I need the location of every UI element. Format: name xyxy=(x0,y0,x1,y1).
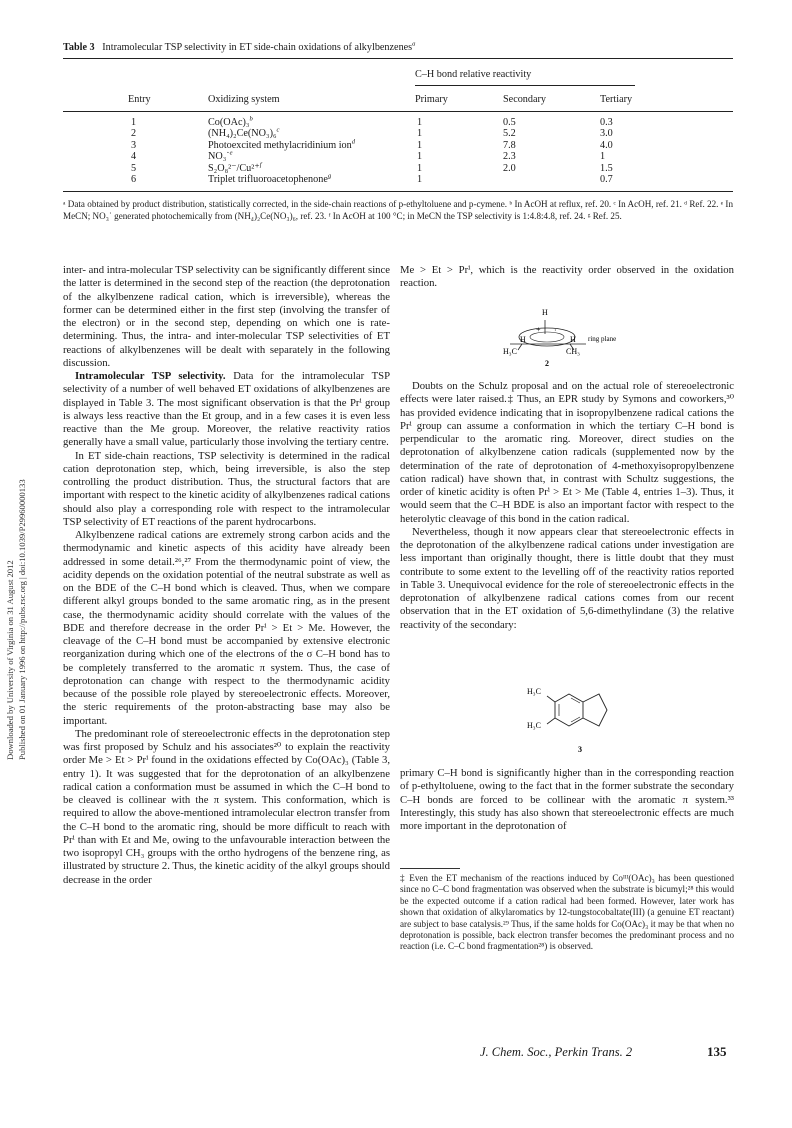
struct2-h-top: H xyxy=(542,308,548,317)
table-title: Intramolecular TSP selectivity in ET side-chain oxidations of alkylbenzenes xyxy=(102,42,413,53)
left-column xyxy=(63,264,390,887)
table-cell-entry: 4 xyxy=(131,151,137,163)
sidebar-published-line: Published on 01 January 1996 on http://pubs.rsc.org | doi:10.1039/P29960000133 xyxy=(17,479,27,760)
right-column-middle xyxy=(400,380,734,632)
struct2-number: 2 xyxy=(545,359,549,368)
table-bottom-rule xyxy=(63,191,733,192)
table-cell-primary: 1 xyxy=(417,128,423,140)
table-cell-tertiary: 0.7 xyxy=(600,174,613,185)
table-cell-secondary: 0.5 xyxy=(503,117,516,128)
table-cell-primary: 1 xyxy=(417,151,423,163)
download-sidebar xyxy=(2,240,26,760)
table-cell-tertiary: 0.3 xyxy=(600,117,613,128)
structure-2-diagram xyxy=(500,306,640,370)
header-secondary: Secondary xyxy=(503,94,546,105)
header-entry: Entry xyxy=(128,94,151,105)
left-para-2-text: Data for the intramolecular TSP selectivity of a number of well behaved ET oxidations of alkylbenzenes are displayed in Table 3. The most significant observation is that the Prⁱ group is always less reactive than the Et group, and in a few cases it is even less reactive than the Me group. Moreover, the relative reactivity ratios generally have a small value, particularly those involving the tertiary centre. xyxy=(63,370,391,449)
group-header-rule xyxy=(415,85,635,86)
table-cell-mark: f xyxy=(259,161,262,169)
table-cell-entry: 5 xyxy=(131,162,137,174)
table-cell-system: Triplet trifluoroacetophenone$^g$ xyxy=(208,172,332,185)
footnote-rule xyxy=(400,868,460,869)
struct3-number: 3 xyxy=(578,745,582,754)
table-footnote: ᵃ Data obtained by product distribution, statistically corrected, in the side-chain reactions of p-ethyltoluene and p-cymene. ᵇ In AcOH at reflux, ref. 20. ᶜ In AcOH, ref. 21. ᵈ Ref. 22. ᵉ In MeCN; NO₃˙ generated photochemically from (NH₄)₂Ce(NO₃)₆, ref. 23. ᶠ In AcOH at 100 °C; in MeCN the TSP selectivity is 1:4.8:4.8, ref. 24. ᵍ Ref. 25. xyxy=(63,199,733,221)
left-para-2 xyxy=(63,370,390,450)
table-cell-system: S₂O₈²⁻/Cu²⁺$^f$ xyxy=(208,161,262,174)
table-cell-mark: c xyxy=(276,127,280,134)
table-cell-mark: e xyxy=(229,149,233,157)
table-cell-primary: 1 xyxy=(417,162,423,174)
header-tertiary: Tertiary xyxy=(600,94,633,105)
table-cell-mark: b xyxy=(249,115,253,123)
header-oxidizing-system: Oxidizing system xyxy=(208,94,280,105)
table-caption xyxy=(63,41,733,54)
struct2-ring-plane-label: ring plane xyxy=(588,335,617,343)
page-number: 135 xyxy=(707,1044,727,1059)
right-para-3: Nevertheless, though it now appears clear that stereoelectronic effects in the deprotonation of the alkylbenzene radical cations under investigation are less important than originally thought, there is little doubt that they must contribute to some extent to the levelling off of the reactivity ratios reported in Table 3. Unequivocal evidence for the role of stereoelectronic effects in the deprotonation of alkylbenzene radical cations comes from our recent observation that in the ET oxidation of 5,6-dimethylindane (3) the relative reactivity of the secondary: xyxy=(400,525,734,631)
journal-name: J. Chem. Soc., Perkin Trans. 2 xyxy=(480,1045,633,1059)
left-para-5: The predominant role of stereoelectronic effects in the deprotonation step was first proposed by Schulz and his associates²⁰ to explain the reactivity order Me > Et > Prⁱ found in the oxidations effected by Co(OAc)₃ (Table 3, entry 1). It was suggested that for the deprotonation of an alkylbenzene radical cation a conformation must be assumed in which the C–H bond to be cleaved is collinear with the π system. This conformation, which is required to allow the above-mentioned intramolecular electron transfer from the C–H bond to the aromatic ring, should be more difficult to reach with Prⁱ than with Et and Me, owing to the unfavourable interaction between the two isopropyl CH₃ groups with the ortho hydrogens of the benzene ring, as illustrated by structure 2. Thus, the kinetic acidity of the alkyl groups should decrease in the order xyxy=(63,727,390,886)
table-cell-primary: 1 xyxy=(417,117,423,128)
left-para-3: In ET side-chain reactions, TSP selectivity is determined in the radical cation deprotonation step, which, being irreversible, is also the step controlling the product distribution. Thus, the structural factors that are important with respect to the kinetic acidity of alkylbenzenes radical cations should also play a corresponding role with respect to the intramolecular TSP selectivity of ET reactions of the parent hydrocarbons. xyxy=(63,449,390,528)
struct2-dot: · xyxy=(554,326,557,335)
table-cell-entry: 2 xyxy=(131,128,137,140)
table-cell-system: NO₃˙$^e$ xyxy=(208,149,233,163)
table-cell-mark: g xyxy=(327,172,332,180)
struct2-h-right: H xyxy=(570,335,576,344)
struct3-ch3-bottom: H₃C xyxy=(527,721,541,730)
left-para-1: inter- and intra-molecular TSP selectivity can be significantly different since the latter is determined in the second step of the reaction (the deprotonation of the alkylbenzene radical cation, which is irreversible), whereas the former can be determined either in the first step (involving the transfer of the electron) or in the second step, depending on which one is rate-determining. Thus, the intra- and inter-molecular TSP selectivities of ET reactions of alkylbenzenes will be dealt with separately in the following discussion. xyxy=(63,264,390,369)
struct2-h-left: H xyxy=(520,335,526,344)
right-para-2: Doubts on the Schulz proposal and on the actual role of stereoelectronic effects were later raised.‡ Thus, an EPR study by Symons and coworkers,³⁰ has provided evidence indicating that in isopropylbenzene radical cations the Prⁱ group can assume a conformation in which the tertiary C–H bond is perpendicular to the aromatic ring. Moreover, direct studies on the deprotonation of alkylbenzene cation radicals (supplemented now by the determination of the rate of deprotonation of 4-methoxyisopropylbenzene cation radical) have shown that, in contrast with Schultz suggestions, the order of kinetic acidity is often Prⁱ > Et > Me (Table 4, entries 1–3). Thus, it would seem that the C–H BDE is also an important factor with respect to the heterolytic cleavage of this bond in the cation radical. xyxy=(400,380,734,525)
table-cell-entry: 1 xyxy=(131,117,137,128)
group-header: C–H bond relative reactivity xyxy=(415,69,532,80)
table-cell-primary: 1 xyxy=(417,174,423,185)
right-column-top: Me > Et > Prⁱ, which is the reactivity order observed in the oxidation reaction. xyxy=(400,264,734,290)
table-cell-system: (NH₄)₂Ce(NO₃)₆$^c$ xyxy=(208,127,280,140)
table-cell-secondary: 2.0 xyxy=(503,162,516,174)
header-primary: Primary xyxy=(415,94,448,105)
struct2-ch3-right: CH₃ xyxy=(566,347,580,356)
table-cell-secondary: 2.3 xyxy=(503,151,516,163)
table-cell-primary: 1 xyxy=(417,139,423,151)
table-cell-system: Co(OAc)₃$^b$ xyxy=(208,115,253,128)
left-para-4: Alkylbenzene radical cations are extremely strong carbon acids and the thermodynamic and kinetic aspects of this acidity have already been addressed in some detail.²⁶,²⁷ From the thermodynamic point of view, the acidity depends on the oxidation potential of the neutral substrate as well as on the BDE of the C–H bond which is cleaved. Thus, when we compare different alkyl groups bonded to the same aromatic ring, as in the present case, the thermodynamic acidity should correlate with the values of the BDE and therefore decrease in the order Prⁱ > Et > Me. However, the cleavage of the C–H bond must be accompanied by extensive electronic reorganization during which one of the electrons of the σ C–H bond has to be completely transferred to the aromatic π system. Thus, the case of deprotonation can change with respect to the thermodynamic acidity because of the possible role played by stereoelectronic effects. Moreover, the steric requirements of the proton-abstracting base may also be important. xyxy=(63,529,390,727)
table-cell-secondary: 7.8 xyxy=(503,139,516,151)
table-header-rule xyxy=(63,111,733,112)
table-cell-tertiary: 1.5 xyxy=(600,162,613,174)
right-para-4: primary C–H bond is significantly higher than in the corresponding reaction of p-ethyltoluene, owing to the fact that in the former substrate the secondary C–H bonds are forced to be collinear with the aromatic π system.³³ Interestingly, this study has also shown that stereoelectronic effects are much more important in the deprotonation of xyxy=(400,767,734,832)
struct2-ch3-left: H₃C xyxy=(503,347,517,356)
table-cell-entry: 3 xyxy=(131,139,137,151)
table-cell-secondary: 5.2 xyxy=(503,128,516,140)
struct2-plus: + xyxy=(536,325,541,334)
struct3-ch3-top: H₃C xyxy=(527,687,541,696)
table-cell-tertiary: 3.0 xyxy=(600,128,613,140)
table-cell-entry: 6 xyxy=(131,174,137,185)
footnote: ‡ Even the ET mechanism of the reactions induced by Coᴵᴵᴵ(OAc)₃ has been questioned since no C–C bond fragmentation was observed when the substrate is bicumyl;²⁸ this would be the expected outcome if a cation radical had been formed. However, later work has shown that oxidation of alkylaromatics by 12-tungstocobaltate(III) (a genuine ET reactant) are subject to base catalysis.²⁹ Thus, if the same holds for Co(OAc)₃ it may be that when no deprotonation is possible, back electron transfer becomes the predominant process and no reaction (i.e. C–C bond fragmentation²⁸) is observed. xyxy=(400,873,734,952)
table-cell-tertiary: 1 xyxy=(600,151,606,163)
sidebar-download-line: Downloaded by University of Virginia on 31 August 2012 xyxy=(5,560,15,760)
table-top-rule xyxy=(63,58,733,59)
table-cell-system: Photoexcited methylacridinium ion$^d$ xyxy=(208,138,356,151)
section-heading: Intramolecular TSP selectivity. xyxy=(75,370,226,382)
table-label: Table 3 xyxy=(63,42,95,53)
table-cell-mark: d xyxy=(351,138,356,146)
table-title-mark: a xyxy=(412,40,416,48)
table-cell-tertiary: 4.0 xyxy=(600,139,613,151)
structure-3-diagram xyxy=(525,680,635,765)
